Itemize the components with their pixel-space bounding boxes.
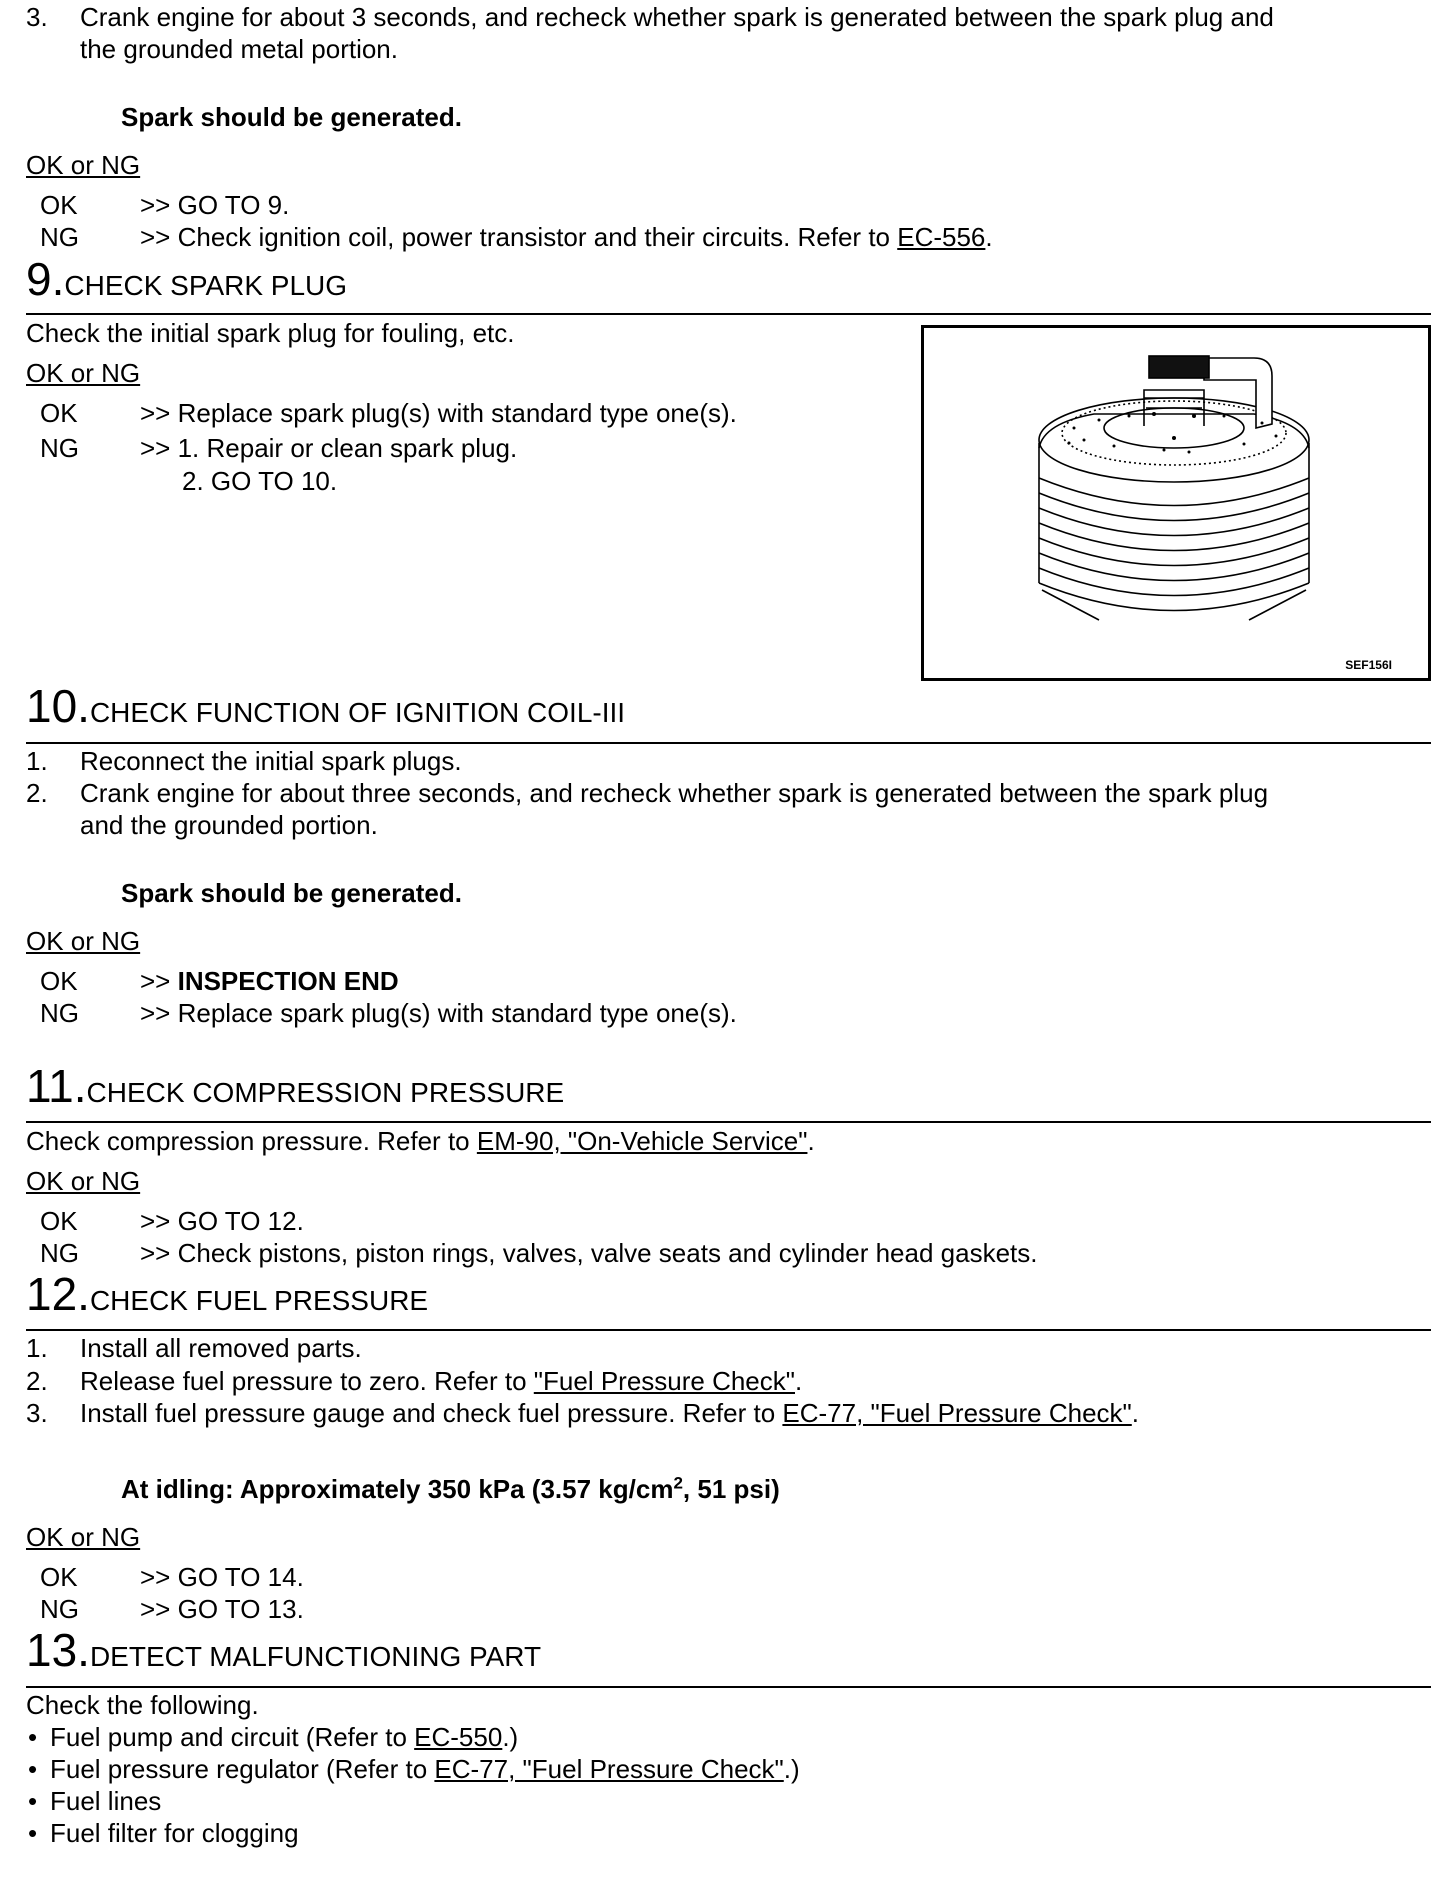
- step-1-text: Reconnect the initial spark plugs.: [80, 746, 462, 776]
- section-number: 10.: [26, 680, 90, 732]
- ng-result-step1: >> 1. Repair or clean spark plug.: [140, 433, 518, 463]
- step-2-text-line2: and the grounded portion.: [80, 810, 378, 840]
- ng-label: NG: [40, 1594, 79, 1624]
- section-12-heading: [26, 1268, 429, 1320]
- ok-result: >> INSPECTION END: [140, 966, 399, 996]
- section-number: 12.: [26, 1268, 90, 1320]
- bullet: •: [28, 1818, 38, 1848]
- figure-code: SEF156I: [1345, 658, 1392, 672]
- section-9-heading: [26, 253, 348, 305]
- section-number: 11.: [26, 1060, 87, 1112]
- step-1-text: Install all removed parts.: [80, 1333, 362, 1363]
- ok-label: OK: [40, 966, 78, 996]
- ok-or-ng-heading: OK or NG: [26, 1166, 141, 1196]
- ng-result: >> Check pistons, piston rings, valves, valve seats and cylinder head gaskets.: [140, 1238, 1038, 1268]
- section-13-heading: [26, 1624, 542, 1676]
- bullet: •: [28, 1754, 38, 1784]
- ok-label: OK: [40, 190, 78, 220]
- spec-spark-generated: Spark should be generated.: [121, 878, 462, 908]
- section-rule: [26, 1121, 1431, 1123]
- inspection-end: INSPECTION END: [177, 966, 399, 996]
- ng-result: >> Replace spark plug(s) with standard type one(s).: [140, 998, 737, 1028]
- bullet-fuel-pump: Fuel pump and circuit (Refer to EC-550.): [50, 1722, 519, 1752]
- link-ec-550[interactable]: EC-550: [414, 1722, 503, 1752]
- section-title: CHECK FUEL PRESSURE: [89, 1285, 429, 1316]
- link-ec-77[interactable]: EC-77, "Fuel Pressure Check": [434, 1754, 784, 1784]
- step-3-number: 3.: [26, 1398, 48, 1428]
- section-number: 9.: [26, 253, 65, 305]
- step-3-number: 3.: [26, 2, 48, 32]
- ok-label: OK: [40, 1562, 78, 1592]
- ok-result: >> GO TO 14.: [140, 1562, 304, 1592]
- link-ec-556[interactable]: EC-556: [897, 222, 986, 252]
- bullet-fuel-lines: Fuel lines: [50, 1786, 162, 1816]
- step-1-number: 1.: [26, 1333, 48, 1363]
- ok-result: >> GO TO 9.: [140, 190, 290, 220]
- step-3-text: Install fuel pressure gauge and check fuel pressure. Refer to EC-77, "Fuel Pressure Check".: [80, 1398, 1140, 1428]
- bullet-fuel-filter: Fuel filter for clogging: [50, 1818, 299, 1848]
- section-title: CHECK SPARK PLUG: [64, 270, 348, 301]
- section-rule: [26, 313, 1431, 315]
- step-2-text-line1: Crank engine for about three seconds, and recheck whether spark is generated between the spark plug: [80, 778, 1269, 808]
- section-10-heading: [26, 680, 626, 732]
- ok-or-ng-heading: OK or NG: [26, 926, 141, 956]
- bullet: •: [28, 1722, 38, 1752]
- step-3-text-line2: the grounded metal portion.: [80, 34, 398, 64]
- step-3-text-line1: Crank engine for about 3 seconds, and recheck whether spark is generated between the spark plug and: [80, 2, 1274, 32]
- section-title: DETECT MALFUNCTIONING PART: [89, 1641, 542, 1672]
- section-11-intro: Check compression pressure. Refer to EM-90, "On-Vehicle Service".: [26, 1126, 815, 1156]
- section-rule: [26, 1686, 1431, 1688]
- section-number: 13.: [26, 1624, 90, 1676]
- step-2-number: 2.: [26, 1366, 48, 1396]
- section-9-intro: Check the initial spark plug for fouling, etc.: [26, 318, 515, 348]
- ok-or-ng-heading: OK or NG: [26, 150, 141, 180]
- spec-spark-generated: Spark should be generated.: [121, 102, 462, 132]
- link-fuel-pressure-check[interactable]: "Fuel Pressure Check": [533, 1366, 795, 1396]
- ng-label: NG: [40, 1238, 79, 1268]
- step-2-number: 2.: [26, 778, 48, 808]
- section-11-heading: [26, 1060, 565, 1112]
- ng-result: >> Check ignition coil, power transistor and their circuits. Refer to EC-556.: [140, 222, 993, 252]
- ng-label: NG: [40, 433, 79, 463]
- ok-label: OK: [40, 398, 78, 428]
- ok-or-ng-heading: OK or NG: [26, 358, 141, 388]
- ng-result-step2: 2. GO TO 10.: [182, 466, 338, 496]
- section-13-intro: Check the following.: [26, 1690, 259, 1720]
- ng-label: NG: [40, 222, 79, 252]
- ok-label: OK: [40, 1206, 78, 1236]
- section-rule: [26, 1329, 1431, 1331]
- ok-or-ng-heading: OK or NG: [26, 1522, 141, 1552]
- spark-plug-illustration: [924, 328, 1428, 678]
- ng-label: NG: [40, 998, 79, 1028]
- bullet: •: [28, 1786, 38, 1816]
- link-ec-77[interactable]: EC-77, "Fuel Pressure Check": [782, 1398, 1132, 1428]
- spark-plug-figure: [921, 325, 1431, 681]
- bullet-fuel-pressure-regulator: Fuel pressure regulator (Refer to EC-77, "Fuel Pressure Check".): [50, 1754, 800, 1784]
- ok-result: >> Replace spark plug(s) with standard type one(s).: [140, 398, 737, 428]
- section-title: CHECK FUNCTION OF IGNITION COIL-III: [89, 697, 626, 728]
- section-title: CHECK COMPRESSION PRESSURE: [86, 1077, 565, 1108]
- step-2-text: Release fuel pressure to zero. Refer to "Fuel Pressure Check".: [80, 1366, 803, 1396]
- ng-result: >> GO TO 13.: [140, 1594, 304, 1624]
- spec-idle-pressure: At idling: Approximately 350 kPa (3.57 $kg/cm^2$, 51 psi): [121, 1473, 780, 1504]
- step-1-number: 1.: [26, 746, 48, 776]
- link-em-90[interactable]: EM-90, "On-Vehicle Service": [476, 1126, 808, 1156]
- section-rule: [26, 742, 1431, 744]
- ok-result: >> GO TO 12.: [140, 1206, 304, 1236]
